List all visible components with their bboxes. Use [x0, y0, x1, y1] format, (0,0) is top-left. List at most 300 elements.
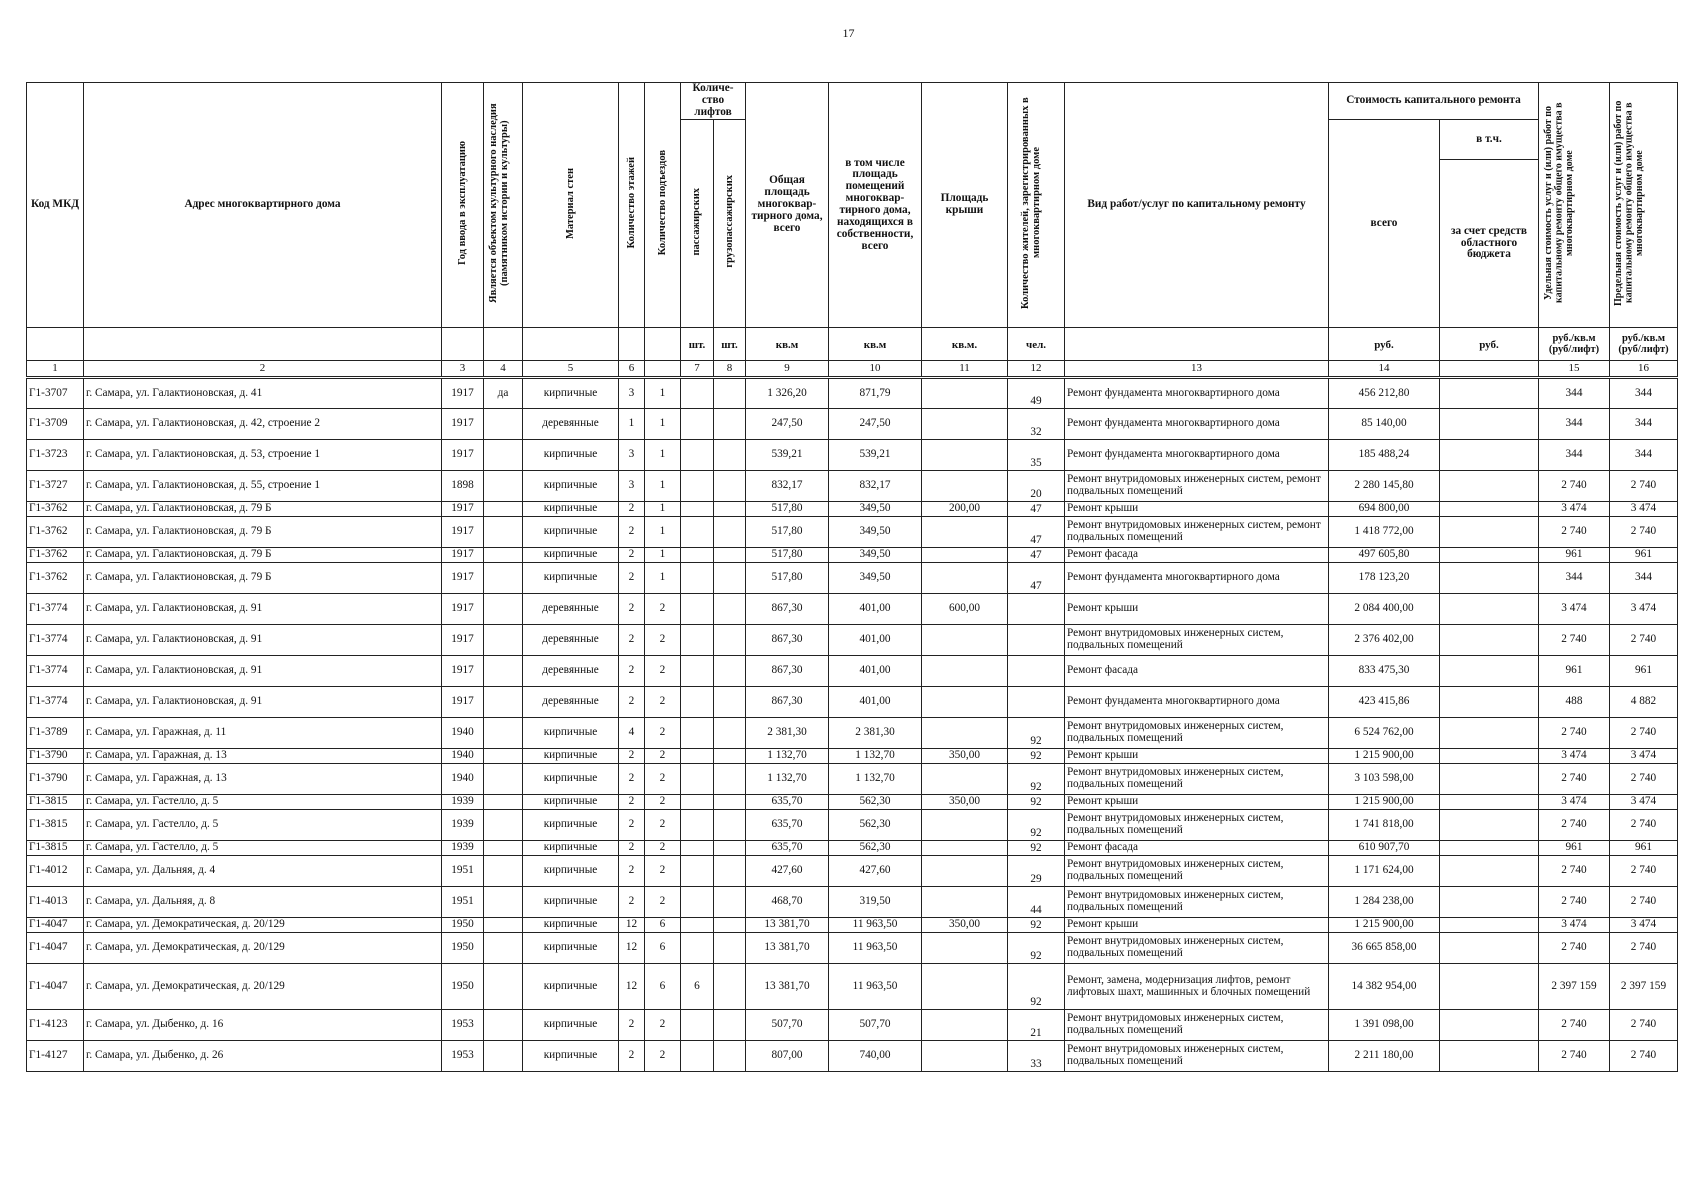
- cell-unit: 2 740: [1539, 887, 1610, 918]
- header-incl: в т.ч.: [1440, 120, 1539, 160]
- cell-floors: 2: [619, 764, 645, 795]
- cell-roof: [922, 841, 1008, 856]
- cell-lifts-pass: [681, 764, 714, 795]
- cell-roof: [922, 1041, 1008, 1072]
- cell-code: Г1-4013: [27, 887, 84, 918]
- cell-work: Ремонт внутридомовых инженерных систем, подвальных помещений: [1065, 1041, 1329, 1072]
- cell-lifts-cargo: [714, 625, 746, 656]
- cell-limit: 4 882: [1610, 687, 1678, 718]
- cell-lifts-pass: [681, 1041, 714, 1072]
- cell-unit: 2 397 159: [1539, 964, 1610, 1010]
- cell-roof: [922, 378, 1008, 409]
- cell-floors: 2: [619, 795, 645, 810]
- cell-entrances: 2: [645, 1010, 681, 1041]
- cell-floors: 12: [619, 964, 645, 1010]
- cell-residents: 92: [1008, 764, 1065, 795]
- header-floors: Количество этажей: [625, 157, 637, 249]
- cell-code: Г1-3707: [27, 378, 84, 409]
- cell-roof: [922, 625, 1008, 656]
- cell-work: Ремонт крыши: [1065, 502, 1329, 517]
- cell-lifts-pass: [681, 563, 714, 594]
- cell-year: 1953: [442, 1041, 484, 1072]
- cell-area-owned: 832,17: [829, 471, 922, 502]
- table-row: [27, 563, 1678, 594]
- cell-heritage: [484, 856, 523, 887]
- cell-year: 1940: [442, 718, 484, 749]
- cell-floors: 2: [619, 625, 645, 656]
- cell-roof: 350,00: [922, 749, 1008, 764]
- cell-lifts-cargo: [714, 1041, 746, 1072]
- cell-lifts-pass: [681, 440, 714, 471]
- cell-area-total: 13 381,70: [746, 918, 829, 933]
- cell-unit: 2 740: [1539, 810, 1610, 841]
- cell-heritage: [484, 517, 523, 548]
- cell-residents: 20: [1008, 471, 1065, 502]
- cell-lifts-pass: [681, 517, 714, 548]
- cell-cost-regional: [1440, 1041, 1539, 1072]
- cell-work: Ремонт внутридомовых инженерных систем, подвальных помещений: [1065, 810, 1329, 841]
- cell-lifts-cargo: [714, 718, 746, 749]
- cell-heritage: [484, 656, 523, 687]
- cell-cost-regional: [1440, 918, 1539, 933]
- cell-work: Ремонт внутридомовых инженерных систем, ремонт подвальных помещений: [1065, 471, 1329, 502]
- header-wall: Материал стен: [564, 167, 576, 239]
- cell-lifts-cargo: [714, 1010, 746, 1041]
- cell-area-total: 635,70: [746, 795, 829, 810]
- cell-floors: 2: [619, 810, 645, 841]
- cell-entrances: 2: [645, 810, 681, 841]
- cell-lifts-pass: [681, 841, 714, 856]
- cell-unit: 2 740: [1539, 764, 1610, 795]
- cell-roof: [922, 964, 1008, 1010]
- cell-residents: [1008, 625, 1065, 656]
- cell-roof: [922, 718, 1008, 749]
- cell-limit: 2 740: [1610, 810, 1678, 841]
- cell-wall: кирпичные: [523, 378, 619, 409]
- table-row: [27, 409, 1678, 440]
- cell-roof: 350,00: [922, 795, 1008, 810]
- cell-code: Г1-3815: [27, 810, 84, 841]
- cell-roof: [922, 856, 1008, 887]
- cell-residents: 21: [1008, 1010, 1065, 1041]
- cell-residents: [1008, 594, 1065, 625]
- table-row: [27, 887, 1678, 918]
- cell-area-owned: 349,50: [829, 502, 922, 517]
- cell-area-owned: 740,00: [829, 1041, 922, 1072]
- cell-code: Г1-3774: [27, 687, 84, 718]
- cell-unit: 2 740: [1539, 517, 1610, 548]
- cell-entrances: 2: [645, 625, 681, 656]
- cell-entrances: 1: [645, 502, 681, 517]
- cell-lifts-cargo: [714, 517, 746, 548]
- cell-residents: 92: [1008, 918, 1065, 933]
- cell-residents: 35: [1008, 440, 1065, 471]
- cell-unit: 2 740: [1539, 1010, 1610, 1041]
- cell-lifts-cargo: [714, 378, 746, 409]
- header-work: Вид работ/услуг по капитальному ремонту: [1065, 83, 1329, 328]
- cell-lifts-pass: [681, 378, 714, 409]
- cell-address: г. Самара, ул. Галактионовская, д. 91: [84, 625, 442, 656]
- cell-cost-regional: [1440, 502, 1539, 517]
- cell-roof: [922, 810, 1008, 841]
- cell-residents: 92: [1008, 795, 1065, 810]
- cell-address: г. Самара, ул. Дыбенко, д. 16: [84, 1010, 442, 1041]
- cell-heritage: [484, 409, 523, 440]
- cell-wall: кирпичные: [523, 1041, 619, 1072]
- cell-lifts-pass: [681, 810, 714, 841]
- cell-wall: деревянные: [523, 409, 619, 440]
- cell-heritage: [484, 440, 523, 471]
- header-year: Год ввода в эксплуатацию: [456, 141, 468, 266]
- cell-area-total: 867,30: [746, 594, 829, 625]
- cell-floors: 3: [619, 378, 645, 409]
- cell-address: г. Самара, ул. Галактионовская, д. 79 Б: [84, 502, 442, 517]
- cell-cost-regional: [1440, 764, 1539, 795]
- cell-year: 1917: [442, 409, 484, 440]
- cell-cost-total: 85 140,00: [1329, 409, 1440, 440]
- cell-code: Г1-4123: [27, 1010, 84, 1041]
- cell-cost-total: 2 280 145,80: [1329, 471, 1440, 502]
- unit-lifts-cargo: шт.: [714, 328, 746, 361]
- cell-cost-total: 497 605,80: [1329, 548, 1440, 563]
- cell-area-owned: 11 963,50: [829, 933, 922, 964]
- cell-wall: кирпичные: [523, 718, 619, 749]
- cell-lifts-pass: [681, 718, 714, 749]
- cell-roof: [922, 563, 1008, 594]
- cell-residents: 47: [1008, 563, 1065, 594]
- cell-floors: 12: [619, 933, 645, 964]
- cell-floors: 3: [619, 471, 645, 502]
- cell-lifts-cargo: [714, 841, 746, 856]
- cell-work: Ремонт крыши: [1065, 918, 1329, 933]
- column-number: [1440, 361, 1539, 378]
- cell-unit: 961: [1539, 656, 1610, 687]
- cell-year: 1939: [442, 795, 484, 810]
- cell-heritage: [484, 887, 523, 918]
- page-number: 17: [842, 26, 855, 40]
- cell-limit: 2 740: [1610, 887, 1678, 918]
- cell-code: Г1-3789: [27, 718, 84, 749]
- cell-cost-total: 3 103 598,00: [1329, 764, 1440, 795]
- cell-area-owned: 507,70: [829, 1010, 922, 1041]
- cell-limit: 3 474: [1610, 918, 1678, 933]
- cell-limit: 2 740: [1610, 764, 1678, 795]
- cell-cost-total: 2 211 180,00: [1329, 1041, 1440, 1072]
- cell-heritage: [484, 810, 523, 841]
- cell-unit: 961: [1539, 548, 1610, 563]
- cell-code: Г1-3709: [27, 409, 84, 440]
- cell-year: 1950: [442, 918, 484, 933]
- cell-area-total: 1 132,70: [746, 764, 829, 795]
- cell-code: Г1-3762: [27, 517, 84, 548]
- column-number: 7: [681, 361, 714, 378]
- cell-limit: 3 474: [1610, 795, 1678, 810]
- cell-limit: 961: [1610, 841, 1678, 856]
- cell-residents: 92: [1008, 841, 1065, 856]
- cell-wall: кирпичные: [523, 887, 619, 918]
- cell-entrances: 1: [645, 471, 681, 502]
- cell-cost-total: 6 524 762,00: [1329, 718, 1440, 749]
- cell-code: Г1-4012: [27, 856, 84, 887]
- table-row: [27, 810, 1678, 841]
- cell-cost-total: 610 907,70: [1329, 841, 1440, 856]
- cell-address: г. Самара, ул. Галактионовская, д. 91: [84, 687, 442, 718]
- cell-wall: кирпичные: [523, 918, 619, 933]
- table-row: [27, 1041, 1678, 1072]
- cell-area-total: 1 132,70: [746, 749, 829, 764]
- header-cost-group: Стоимость капитального ремонта: [1329, 83, 1539, 120]
- cell-cost-total: 2 376 402,00: [1329, 625, 1440, 656]
- table-row: [27, 918, 1678, 933]
- cell-entrances: 1: [645, 378, 681, 409]
- cell-entrances: 1: [645, 563, 681, 594]
- cell-limit: 344: [1610, 563, 1678, 594]
- cell-area-owned: 562,30: [829, 810, 922, 841]
- cell-floors: 4: [619, 718, 645, 749]
- cell-code: Г1-4047: [27, 933, 84, 964]
- cell-lifts-cargo: [714, 656, 746, 687]
- header-entrances: Количество подъездов: [656, 150, 668, 256]
- cell-roof: [922, 687, 1008, 718]
- cell-address: г. Самара, ул. Галактионовская, д. 91: [84, 594, 442, 625]
- cell-lifts-pass: [681, 1010, 714, 1041]
- cell-entrances: 1: [645, 548, 681, 563]
- cell-work: Ремонт внутридомовых инженерных систем, подвальных помещений: [1065, 856, 1329, 887]
- cell-code: Г1-3815: [27, 841, 84, 856]
- cell-cost-regional: [1440, 887, 1539, 918]
- cell-floors: 2: [619, 1010, 645, 1041]
- cell-limit: 344: [1610, 378, 1678, 409]
- cell-entrances: 2: [645, 749, 681, 764]
- cell-limit: 3 474: [1610, 502, 1678, 517]
- cell-unit: 3 474: [1539, 795, 1610, 810]
- cell-floors: 2: [619, 548, 645, 563]
- unit-area-owned: кв.м: [829, 328, 922, 361]
- cell-address: г. Самара, ул. Галактионовская, д. 42, строение 2: [84, 409, 442, 440]
- cell-lifts-cargo: [714, 471, 746, 502]
- cell-year: 1917: [442, 625, 484, 656]
- cell-wall: кирпичные: [523, 1010, 619, 1041]
- table-row: [27, 440, 1678, 471]
- cell-work: Ремонт внутридомовых инженерных систем, подвальных помещений: [1065, 1010, 1329, 1041]
- cell-lifts-cargo: [714, 933, 746, 964]
- cell-work: Ремонт внутридомовых инженерных систем, подвальных помещений: [1065, 933, 1329, 964]
- cell-lifts-cargo: [714, 502, 746, 517]
- header-area-total: Общая площадь многоквар-тирного дома, всего: [746, 83, 829, 328]
- cell-cost-total: 1 171 624,00: [1329, 856, 1440, 887]
- cell-limit: 2 740: [1610, 1041, 1678, 1072]
- cell-cost-total: 456 212,80: [1329, 378, 1440, 409]
- cell-code: Г1-3762: [27, 563, 84, 594]
- column-number: 4: [484, 361, 523, 378]
- cell-floors: 2: [619, 656, 645, 687]
- cell-roof: 350,00: [922, 918, 1008, 933]
- cell-cost-regional: [1440, 548, 1539, 563]
- cell-area-total: 507,70: [746, 1010, 829, 1041]
- cell-lifts-pass: [681, 887, 714, 918]
- cell-year: 1917: [442, 594, 484, 625]
- cell-address: г. Самара, ул. Гаражная, д. 13: [84, 749, 442, 764]
- table-row: [27, 964, 1678, 1010]
- column-number: 12: [1008, 361, 1065, 378]
- cell-lifts-pass: [681, 594, 714, 625]
- cell-lifts-pass: [681, 918, 714, 933]
- cell-address: г. Самара, ул. Галактионовская, д. 79 Б: [84, 563, 442, 594]
- cell-area-owned: 871,79: [829, 378, 922, 409]
- cell-heritage: [484, 795, 523, 810]
- cell-limit: 2 740: [1610, 718, 1678, 749]
- column-number-row: [27, 361, 1678, 378]
- cell-work: Ремонт крыши: [1065, 594, 1329, 625]
- cell-code: Г1-3774: [27, 625, 84, 656]
- header-residents: Количество жителей, зарегистрированных в многоквартирном доме: [1020, 97, 1043, 309]
- cell-residents: 92: [1008, 810, 1065, 841]
- cell-floors: 2: [619, 887, 645, 918]
- cell-year: 1953: [442, 1010, 484, 1041]
- cell-code: Г1-4047: [27, 964, 84, 1010]
- cell-unit: 3 474: [1539, 594, 1610, 625]
- cell-year: 1917: [442, 440, 484, 471]
- cell-area-owned: 349,50: [829, 517, 922, 548]
- cell-limit: 2 740: [1610, 625, 1678, 656]
- cell-wall: деревянные: [523, 687, 619, 718]
- cell-work: Ремонт крыши: [1065, 795, 1329, 810]
- cell-heritage: [484, 718, 523, 749]
- cell-area-owned: 401,00: [829, 625, 922, 656]
- cell-cost-regional: [1440, 440, 1539, 471]
- cell-cost-regional: [1440, 378, 1539, 409]
- cell-wall: кирпичные: [523, 933, 619, 964]
- cell-limit: 961: [1610, 548, 1678, 563]
- cell-limit: 2 397 159: [1610, 964, 1678, 1010]
- column-number: 3: [442, 361, 484, 378]
- table-row: [27, 378, 1678, 409]
- cell-area-total: 635,70: [746, 810, 829, 841]
- header-lifts-passenger: пассажирских: [691, 187, 703, 256]
- cell-cost-total: 185 488,24: [1329, 440, 1440, 471]
- cell-lifts-cargo: [714, 409, 746, 440]
- cell-heritage: [484, 1041, 523, 1072]
- cell-roof: [922, 440, 1008, 471]
- cell-floors: 2: [619, 687, 645, 718]
- unit-residents: чел.: [1008, 328, 1065, 361]
- cell-wall: деревянные: [523, 594, 619, 625]
- cell-limit: 2 740: [1610, 933, 1678, 964]
- cell-area-owned: 349,50: [829, 548, 922, 563]
- cell-entrances: 2: [645, 764, 681, 795]
- cell-cost-total: 833 475,30: [1329, 656, 1440, 687]
- cell-area-owned: 1 132,70: [829, 749, 922, 764]
- cell-heritage: [484, 625, 523, 656]
- unit-roof: кв.м.: [922, 328, 1008, 361]
- cell-cost-total: 1 741 818,00: [1329, 810, 1440, 841]
- cell-cost-total: 1 215 900,00: [1329, 795, 1440, 810]
- cell-year: 1917: [442, 563, 484, 594]
- cell-area-total: 13 381,70: [746, 933, 829, 964]
- cell-work: Ремонт внутридомовых инженерных систем, подвальных помещений: [1065, 764, 1329, 795]
- header-cost-total: всего: [1329, 120, 1440, 328]
- cell-area-total: 1 326,20: [746, 378, 829, 409]
- cell-unit: 344: [1539, 409, 1610, 440]
- cell-unit: 3 474: [1539, 918, 1610, 933]
- column-number: 14: [1329, 361, 1440, 378]
- cell-entrances: 2: [645, 1041, 681, 1072]
- cell-residents: 92: [1008, 964, 1065, 1010]
- cell-lifts-pass: [681, 933, 714, 964]
- cell-lifts-cargo: [714, 594, 746, 625]
- cell-cost-total: 1 215 900,00: [1329, 918, 1440, 933]
- column-number: 5: [523, 361, 619, 378]
- column-number: 2: [84, 361, 442, 378]
- cell-lifts-cargo: [714, 918, 746, 933]
- cell-address: г. Самара, ул. Дыбенко, д. 26: [84, 1041, 442, 1072]
- header-heritage: Является объектом культурного наследия (памятником истории и культуры): [488, 103, 511, 303]
- cell-residents: [1008, 687, 1065, 718]
- header-cost-regional: за счет средств областного бюджета: [1440, 160, 1539, 328]
- cell-residents: 29: [1008, 856, 1065, 887]
- cell-area-total: 517,80: [746, 548, 829, 563]
- cell-code: Г1-3727: [27, 471, 84, 502]
- cell-address: г. Самара, ул. Дальняя, д. 4: [84, 856, 442, 887]
- cell-wall: кирпичные: [523, 841, 619, 856]
- cell-year: 1940: [442, 764, 484, 795]
- cell-cost-total: 694 800,00: [1329, 502, 1440, 517]
- table-row: [27, 1010, 1678, 1041]
- cell-year: 1950: [442, 933, 484, 964]
- cell-year: 1951: [442, 887, 484, 918]
- cell-floors: 2: [619, 563, 645, 594]
- cell-roof: [922, 1010, 1008, 1041]
- cell-roof: [922, 517, 1008, 548]
- cell-area-owned: 562,30: [829, 795, 922, 810]
- table-row: [27, 764, 1678, 795]
- cell-entrances: 1: [645, 440, 681, 471]
- cell-residents: 47: [1008, 502, 1065, 517]
- cell-residents: 32: [1008, 409, 1065, 440]
- unit-cost-total: руб.: [1329, 328, 1440, 361]
- cell-address: г. Самара, ул. Галактионовская, д. 79 Б: [84, 517, 442, 548]
- cell-area-total: 517,80: [746, 517, 829, 548]
- cell-address: г. Самара, ул. Галактионовская, д. 79 Б: [84, 548, 442, 563]
- cell-lifts-pass: [681, 687, 714, 718]
- cell-residents: 47: [1008, 517, 1065, 548]
- cell-cost-regional: [1440, 964, 1539, 1010]
- header-lifts-cargo: грузопассажирских: [723, 175, 735, 268]
- cell-work: Ремонт внутридомовых инженерных систем, ремонт подвальных помещений: [1065, 517, 1329, 548]
- cell-year: 1917: [442, 378, 484, 409]
- cell-heritage: [484, 918, 523, 933]
- cell-code: Г1-3723: [27, 440, 84, 471]
- cell-cost-regional: [1440, 810, 1539, 841]
- cell-year: 1951: [442, 856, 484, 887]
- cell-wall: кирпичные: [523, 548, 619, 563]
- header-unit-cost: Удельная стоимость услуг и (или) работ по капитальному ремонту общего имущества в многоквартирном доме: [1543, 102, 1575, 304]
- cell-lifts-pass: [681, 625, 714, 656]
- cell-cost-regional: [1440, 933, 1539, 964]
- cell-cost-regional: [1440, 687, 1539, 718]
- cell-work: Ремонт фундамента многоквартирного дома: [1065, 687, 1329, 718]
- cell-code: Г1-4127: [27, 1041, 84, 1072]
- cell-lifts-cargo: [714, 795, 746, 810]
- cell-lifts-pass: [681, 409, 714, 440]
- cell-cost-total: 1 284 238,00: [1329, 887, 1440, 918]
- cell-cost-total: 1 418 772,00: [1329, 517, 1440, 548]
- cell-lifts-pass: [681, 856, 714, 887]
- cell-area-total: 807,00: [746, 1041, 829, 1072]
- table-row: [27, 933, 1678, 964]
- cell-address: г. Самара, ул. Гастелло, д. 5: [84, 810, 442, 841]
- cell-address: г. Самара, ул. Демократическая, д. 20/129: [84, 918, 442, 933]
